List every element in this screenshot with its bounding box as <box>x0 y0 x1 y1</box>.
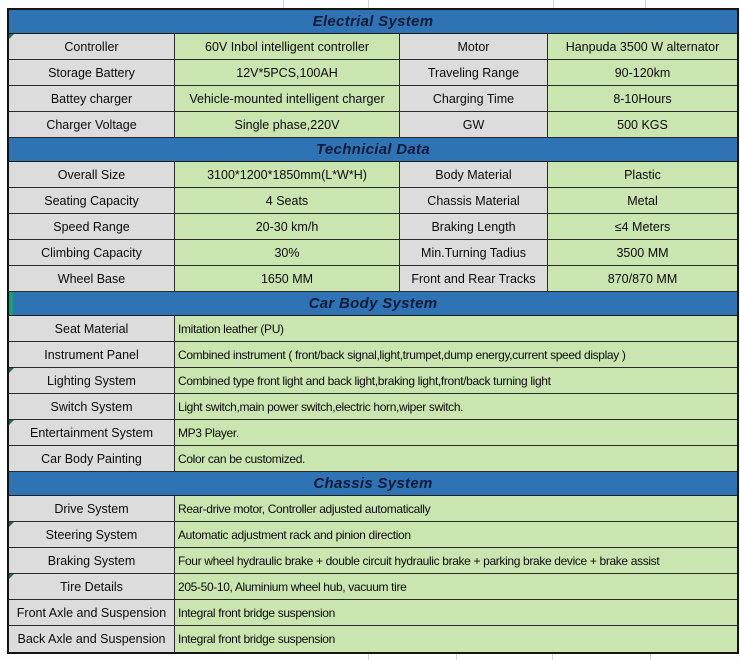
spec-label-cell <box>400 162 548 187</box>
spec-value-cell <box>175 600 737 625</box>
table-row <box>9 522 737 548</box>
spec-label: Braking Length <box>431 219 516 234</box>
table-row <box>9 112 737 138</box>
spec-value-cell <box>548 60 737 85</box>
spec-value: Hanpuda 3500 W alternator <box>565 39 720 54</box>
spec-value-cell <box>548 266 737 291</box>
spec-label: Seat Material <box>54 321 129 336</box>
spec-value-cell <box>548 86 737 111</box>
spec-label-cell <box>9 446 175 471</box>
spec-value: 1650 MM <box>260 271 314 286</box>
gridline <box>645 0 646 8</box>
spec-label: Braking System <box>47 553 136 568</box>
spec-value-cell <box>175 394 737 419</box>
spec-value: Rear-drive motor, Controller adjusted automatically <box>178 501 431 516</box>
table-row <box>9 342 737 368</box>
gridline <box>456 654 457 660</box>
spec-value: MP3 Player. <box>178 425 239 440</box>
spec-value: Four wheel hydraulic brake + double circuit hydraulic brake + parking brake device + brake assist <box>178 553 660 568</box>
spec-value: 90-120km <box>614 65 671 80</box>
spreadsheet-gridline-strip-top <box>0 0 740 8</box>
spec-value: Combined type front light and back light,braking light,front/back turning light <box>178 373 551 388</box>
spec-value: 205-50-10, Aluminium wheel hub, vacuum tire <box>178 579 407 594</box>
section-header-technical-data <box>9 138 737 162</box>
table-row <box>9 420 737 446</box>
spec-value-cell <box>175 446 737 471</box>
table-row <box>9 86 737 112</box>
table-row <box>9 214 737 240</box>
spec-value: 870/870 MM <box>607 271 678 286</box>
spec-value-cell <box>175 240 400 265</box>
spec-value: 12V*5PCS,100AH <box>236 65 338 80</box>
spec-label: Wheel Base <box>57 271 126 286</box>
spec-label: Storage Battery <box>48 65 135 80</box>
table-row <box>9 368 737 394</box>
spec-label: Entertainment System <box>30 425 153 440</box>
spec-label: Drive System <box>54 501 129 516</box>
spec-value-cell <box>175 420 737 445</box>
spec-label: Controller <box>64 39 119 54</box>
spec-value-cell <box>175 266 400 291</box>
spec-value: 8-10Hours <box>613 91 672 106</box>
gridline <box>553 0 554 8</box>
table-row <box>9 548 737 574</box>
spec-value: 60V Inbol intelligent controller <box>205 39 369 54</box>
spec-label-cell <box>9 316 175 341</box>
spec-value: 3100*1200*1850mm(L*W*H) <box>207 167 367 182</box>
spec-label: Body Material <box>435 167 512 182</box>
table-row <box>9 188 737 214</box>
spec-value-cell <box>548 188 737 213</box>
spec-value-cell <box>175 316 737 341</box>
spec-label: Climbing Capacity <box>41 245 142 260</box>
spec-label-cell <box>9 496 175 521</box>
spec-value-cell <box>548 240 737 265</box>
spec-label: Seating Capacity <box>44 193 139 208</box>
spec-label-cell <box>400 60 548 85</box>
spec-label: Lighting System <box>47 373 136 388</box>
spec-label: Traveling Range <box>427 65 520 80</box>
spec-label-cell <box>9 34 175 59</box>
spec-label-cell <box>9 112 175 137</box>
spec-value-cell <box>175 188 400 213</box>
spec-value: 4 Seats <box>265 193 309 208</box>
spec-label-cell <box>9 394 175 419</box>
spec-label-cell <box>9 162 175 187</box>
table-row <box>9 60 737 86</box>
spec-label-cell <box>9 86 175 111</box>
spec-value: Single phase,220V <box>234 117 340 132</box>
spec-value-cell <box>548 112 737 137</box>
spec-label: Min.Turning Tadius <box>421 245 526 260</box>
section-header-electrical-system <box>9 10 737 34</box>
spec-label-cell <box>9 522 175 547</box>
spec-value: Light switch,main power switch,electric horn,wiper switch. <box>178 399 464 414</box>
spec-value: Plastic <box>624 167 661 182</box>
spec-label-cell <box>9 188 175 213</box>
spec-value-cell <box>175 496 737 521</box>
gridline <box>552 654 553 660</box>
spec-value: Integral front bridge suspension <box>178 605 335 620</box>
spec-label: Front Axle and Suspension <box>16 605 167 620</box>
spec-label: Back Axle and Suspension <box>17 632 166 646</box>
spec-value: Color can be customized. <box>178 451 305 466</box>
table-row <box>9 240 737 266</box>
spec-value-cell <box>175 86 400 111</box>
spec-value-cell <box>175 548 737 573</box>
spec-value-cell <box>175 162 400 187</box>
spec-label-cell <box>400 240 548 265</box>
spec-value: 500 KGS <box>617 117 668 132</box>
table-row <box>9 626 737 652</box>
section-header-car-body-system <box>9 292 737 316</box>
spec-label: Charging Time <box>432 91 515 106</box>
spec-value: Metal <box>627 193 658 208</box>
spec-label-cell <box>9 342 175 367</box>
spec-label-cell <box>9 420 175 445</box>
spec-value: Automatic adjustment rack and pinion direction <box>178 527 411 542</box>
section-title: Electrial System <box>312 13 434 30</box>
spec-label-cell <box>400 266 548 291</box>
gridline <box>368 0 369 8</box>
spec-value-cell <box>175 368 737 393</box>
spreadsheet-gridline-strip-bottom <box>0 654 740 660</box>
spec-label-cell <box>9 60 175 85</box>
spec-value: Combined instrument ( front/back signal,light,trumpet,dump energy,current speed display ) <box>178 347 626 362</box>
spec-label-cell <box>400 86 548 111</box>
spec-label: Battey charger <box>50 91 133 106</box>
section-title: Chassis System <box>313 475 433 492</box>
spec-value: 20-30 km/h <box>255 219 319 234</box>
cell-flag-triangle-icon <box>9 368 14 373</box>
spec-label-cell <box>9 574 175 599</box>
spec-value-cell <box>175 626 737 652</box>
cell-flag-triangle-icon <box>9 34 14 39</box>
spec-label: Switch System <box>50 399 133 414</box>
section-header-chassis-system <box>9 472 737 496</box>
spec-value-cell <box>175 342 737 367</box>
spec-label-cell <box>9 214 175 239</box>
spec-label-cell <box>9 240 175 265</box>
spec-label-cell <box>400 214 548 239</box>
spec-label: Charger Voltage <box>46 117 137 132</box>
spec-table <box>7 8 739 654</box>
spec-label-cell <box>400 188 548 213</box>
gridline <box>650 654 651 660</box>
spec-value-cell <box>548 34 737 59</box>
section-title: Technicial Data <box>316 141 430 158</box>
spec-value: Integral front bridge suspension <box>178 632 335 646</box>
spec-label: Motor <box>457 39 490 54</box>
spec-value-cell <box>548 214 737 239</box>
spec-value: ≤4 Meters <box>614 219 671 234</box>
spec-label-cell <box>400 34 548 59</box>
spec-label-cell <box>9 548 175 573</box>
spec-value: 3500 MM <box>616 245 669 260</box>
spec-value-cell <box>175 60 400 85</box>
spec-label-cell <box>9 626 175 652</box>
spec-label-cell <box>9 600 175 625</box>
table-row <box>9 496 737 522</box>
cell-flag-triangle-icon <box>9 574 14 579</box>
table-row <box>9 266 737 292</box>
spec-label-cell <box>400 112 548 137</box>
spec-value: 30% <box>274 245 300 260</box>
table-row <box>9 446 737 472</box>
spec-label: Overall Size <box>57 167 126 182</box>
spec-label: Instrument Panel <box>44 347 139 362</box>
gridline <box>283 0 284 8</box>
spec-label: Front and Rear Tracks <box>411 271 536 286</box>
spec-label: GW <box>462 117 485 132</box>
spec-value-cell <box>548 162 737 187</box>
table-row <box>9 394 737 420</box>
spec-label-cell <box>9 368 175 393</box>
spec-value-cell <box>175 522 737 547</box>
spec-value-cell <box>175 574 737 599</box>
table-row <box>9 34 737 60</box>
spec-label-cell <box>9 266 175 291</box>
table-row <box>9 574 737 600</box>
table-row <box>9 316 737 342</box>
cell-flag-triangle-icon <box>9 522 14 527</box>
spec-label: Speed Range <box>53 219 130 234</box>
left-accent-strip <box>9 292 13 315</box>
table-row <box>9 162 737 188</box>
spec-value: Imitation leather (PU) <box>178 321 284 336</box>
spec-label: Car Body Painting <box>41 451 142 466</box>
spec-value-cell <box>175 112 400 137</box>
table-row <box>9 600 737 626</box>
section-title: Car Body System <box>308 295 438 312</box>
spec-value: Vehicle-mounted intelligent charger <box>189 91 385 106</box>
cell-flag-triangle-icon <box>9 420 14 425</box>
spec-value-cell <box>175 34 400 59</box>
spec-label: Chassis Material <box>427 193 520 208</box>
spec-label: Tire Details <box>60 579 123 594</box>
spec-value-cell <box>175 214 400 239</box>
gridline <box>368 654 369 660</box>
spec-label: Steering System <box>45 527 138 542</box>
